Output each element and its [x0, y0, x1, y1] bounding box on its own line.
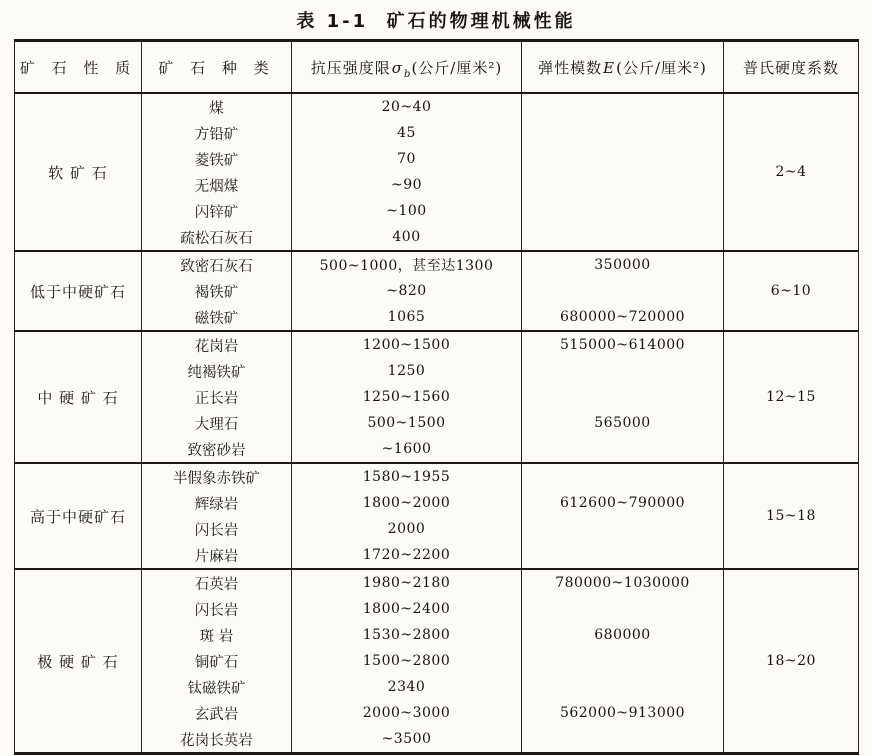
- ore-type-cell: 磁铁矿: [142, 304, 292, 331]
- compressive-strength-cell: 400: [292, 224, 522, 251]
- column-header-elastic-modulus: [522, 41, 724, 94]
- elastic-modulus-cell: [522, 146, 724, 172]
- column-header-unit: (公斤/厘米²): [616, 58, 707, 77]
- elastic-modulus-cell: 565000: [522, 410, 724, 436]
- sigma-symbol: σ: [391, 58, 404, 77]
- elastic-modulus-cell: 612600~790000: [522, 490, 724, 516]
- ore-type-cell: 无烟煤: [142, 172, 292, 198]
- table-row: [15, 463, 859, 490]
- elastic-modulus-cell: [522, 224, 724, 251]
- compressive-strength-cell: 1200~1500: [292, 331, 522, 358]
- ore-type-cell: 石英岩: [142, 569, 292, 596]
- ore-type-cell: 纯褐铁矿: [142, 358, 292, 384]
- compressive-strength-cell: 1250: [292, 358, 522, 384]
- elastic-modulus-cell: [522, 516, 724, 542]
- compressive-strength-cell: 1980~2180: [292, 569, 522, 596]
- ore-type-cell: 方铅矿: [142, 120, 292, 146]
- elastic-modulus-cell: [522, 384, 724, 410]
- column-header-ore-property: [15, 41, 142, 94]
- ore-properties-table: [14, 39, 859, 755]
- compressive-strength-cell: 2340: [292, 674, 522, 700]
- ore-type-cell: 闪锌矿: [142, 198, 292, 224]
- compressive-strength-cell: 45: [292, 120, 522, 146]
- column-header-label: 抗压强度限: [310, 58, 391, 77]
- elastic-modulus-cell: 780000~1030000: [522, 569, 724, 596]
- header-row: [15, 41, 859, 94]
- elastic-modulus-cell: 350000: [522, 251, 724, 278]
- ore-type-cell: 大理石: [142, 410, 292, 436]
- compressive-strength-cell: 1800~2000: [292, 490, 522, 516]
- ore-type-cell: 正长岩: [142, 384, 292, 410]
- compressive-strength-cell: 1250~1560: [292, 384, 522, 410]
- ore-property-cell: 中 硬 矿 石: [15, 331, 142, 463]
- ore-type-cell: 褐铁矿: [142, 278, 292, 304]
- compressive-strength-cell: 2000: [292, 516, 522, 542]
- elastic-modulus-cell: [522, 120, 724, 146]
- column-header-unit: (公斤/厘米²): [411, 58, 503, 77]
- ore-property-cell: 低于中硬矿石: [15, 251, 142, 331]
- table-body: [15, 93, 859, 754]
- hardness-coefficient-cell: 2~4: [724, 93, 859, 251]
- hardness-coefficient-cell: 15~18: [724, 463, 859, 569]
- ore-type-cell: 致密砂岩: [142, 436, 292, 463]
- compressive-strength-cell: 1800~2400: [292, 596, 522, 622]
- ore-type-cell: 玄武岩: [142, 700, 292, 726]
- column-header-ore-type: [142, 41, 292, 94]
- ore-type-cell: 片麻岩: [142, 542, 292, 569]
- ore-property-cell: 极 硬 矿 石: [15, 569, 142, 754]
- compressive-strength-cell: 1500~2800: [292, 648, 522, 674]
- table-row: [15, 331, 859, 358]
- compressive-strength-cell: ~1600: [292, 436, 522, 463]
- elastic-modulus-cell: [522, 436, 724, 463]
- ore-type-cell: 辉绿岩: [142, 490, 292, 516]
- compressive-strength-cell: 1530~2800: [292, 622, 522, 648]
- elastic-modulus-cell: [522, 674, 724, 700]
- elastic-modulus-cell: 680000~720000: [522, 304, 724, 331]
- ore-property-cell: 软 矿 石: [15, 93, 142, 251]
- table-row: [15, 251, 859, 278]
- ore-type-cell: 钛磁铁矿: [142, 674, 292, 700]
- elastic-modulus-cell: [522, 726, 724, 754]
- compressive-strength-cell: 1720~2200: [292, 542, 522, 569]
- hardness-coefficient-cell: 18~20: [724, 569, 859, 754]
- compressive-strength-cell: ~100: [292, 198, 522, 224]
- ore-type-cell: 半假象赤铁矿: [142, 463, 292, 490]
- compressive-strength-cell: 70: [292, 146, 522, 172]
- column-header-hardness-coefficient: [724, 41, 859, 94]
- compressive-strength-cell: ~820: [292, 278, 522, 304]
- column-header-label: 普氏硬度系数: [742, 58, 839, 77]
- ore-type-cell: 闪长岩: [142, 596, 292, 622]
- table-row: [15, 569, 859, 596]
- ore-type-cell: 疏松石灰石: [142, 224, 292, 251]
- hardness-coefficient-cell: 12~15: [724, 331, 859, 463]
- column-header-label: 矿 石 性 质: [19, 58, 137, 77]
- compressive-strength-cell: 1065: [292, 304, 522, 331]
- compressive-strength-cell: 2000~3000: [292, 700, 522, 726]
- table-header: [15, 41, 859, 94]
- compressive-strength-cell: ~90: [292, 172, 522, 198]
- elastic-modulus-cell: [522, 596, 724, 622]
- ore-type-cell: 菱铁矿: [142, 146, 292, 172]
- compressive-strength-cell: ~3500: [292, 726, 522, 754]
- elastic-modulus-cell: [522, 172, 724, 198]
- elastic-modulus-cell: [522, 198, 724, 224]
- ore-type-cell: 花岗长英岩: [142, 726, 292, 754]
- ore-type-cell: 闪长岩: [142, 516, 292, 542]
- column-header-label: 矿 石 种 类: [158, 58, 275, 77]
- elastic-modulus-cell: [522, 463, 724, 490]
- ore-type-cell: 斑 岩: [142, 622, 292, 648]
- ore-type-cell: 致密石灰石: [142, 251, 292, 278]
- table-row: [15, 93, 859, 120]
- elastic-modulus-cell: [522, 93, 724, 120]
- compressive-strength-cell: 20~40: [292, 93, 522, 120]
- elastic-modulus-cell: [522, 358, 724, 384]
- sigma-subscript: b: [404, 68, 412, 80]
- elastic-modulus-cell: [522, 278, 724, 304]
- column-header-compressive-strength: [292, 41, 522, 94]
- ore-type-cell: 花岗岩: [142, 331, 292, 358]
- elastic-modulus-cell: 680000: [522, 622, 724, 648]
- table-title: 表 1-1 矿石的物理机械性能: [296, 11, 576, 32]
- elastic-modulus-cell: 562000~913000: [522, 700, 724, 726]
- compressive-strength-cell: 1580~1955: [292, 463, 522, 490]
- e-symbol: E: [603, 58, 616, 77]
- elastic-modulus-cell: [522, 648, 724, 674]
- column-header-label: 弹性模数: [538, 58, 603, 77]
- ore-property-cell: 高于中硬矿石: [15, 463, 142, 569]
- hardness-coefficient-cell: 6~10: [724, 251, 859, 331]
- compressive-strength-cell: 500~1500: [292, 410, 522, 436]
- elastic-modulus-cell: [522, 542, 724, 569]
- ore-type-cell: 煤: [142, 93, 292, 120]
- ore-type-cell: 铜矿石: [142, 648, 292, 674]
- compressive-strength-cell: 500~1000，甚至达1300: [292, 251, 522, 278]
- elastic-modulus-cell: 515000~614000: [522, 331, 724, 358]
